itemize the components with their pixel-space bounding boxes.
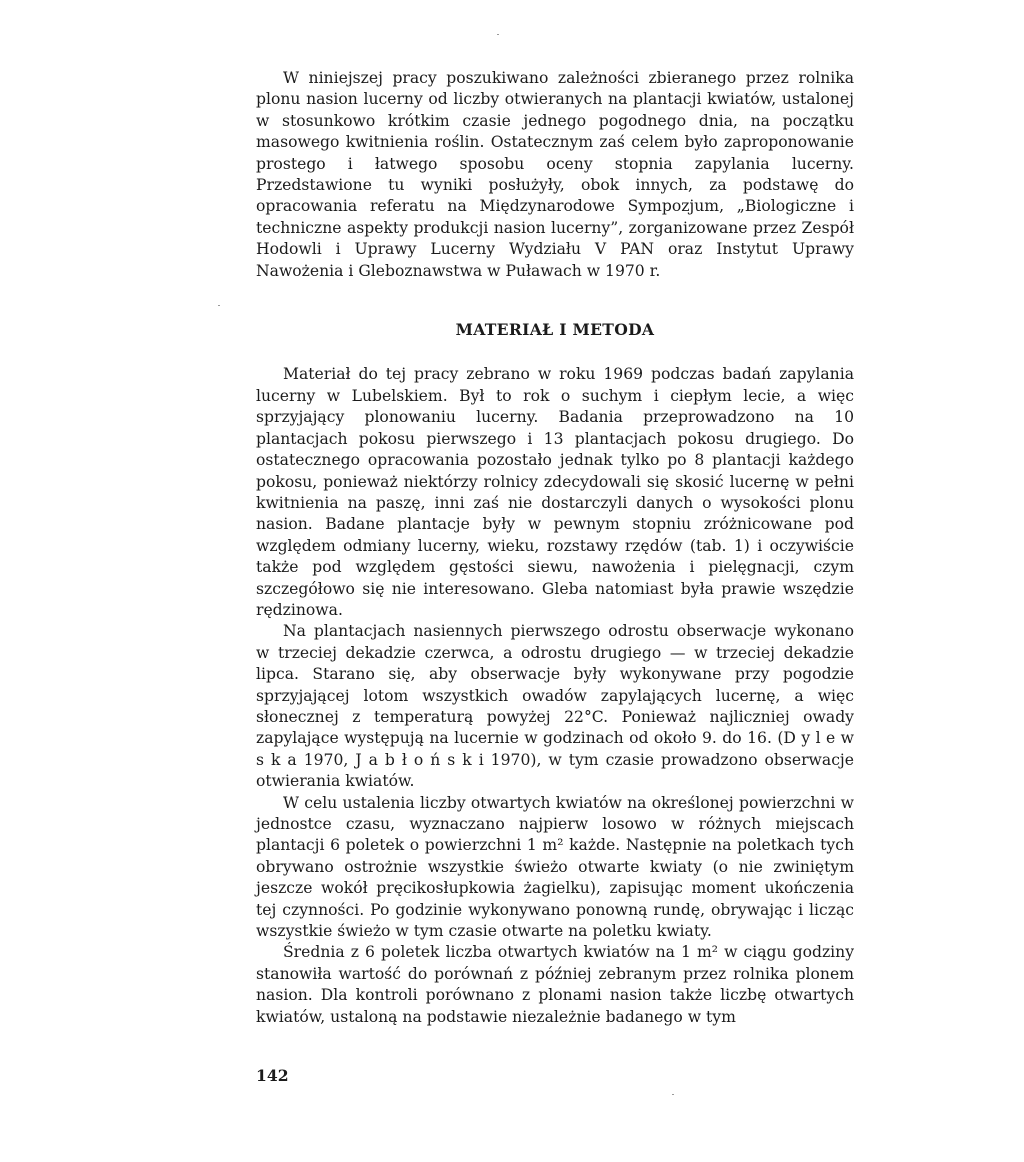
page-number: 142 [256,1066,289,1085]
intro-paragraph: W niniejszej pracy poszukiwano zależności zbieranego przez rolnika plonu nasion lucerny od liczby otwieranych na plantacji kwiatów, ustalonej w stosunkowo krótkim czasie jednego pogodnego dnia, na początku masowego kwitnienia roślin. Ostatecznym zaś celem było zaproponowanie prostego i łatwego sposobu oceny stopnia zapylania lucerny. Przedstawione tu wyniki posłużyły, obok innych, za podstawę do opracowania referatu na Międzynarodowe Sympozjum, „Biologiczne i techniczne aspekty produkcji nasion lucerny”, zorganizowane przez Zespół Hodowli i Uprawy Lucerny Wydziału V PAN oraz Instytut Uprawy Nawożenia i Gleboznawstwa w Puławach w 1970 r. [256,69,854,280]
page-body [256,68,854,1028]
body-paragraph-2: Na plantacjach nasiennych pierwszego odrostu obserwacje wykonano w trzeciej dekadzie czerwca, a odrostu drugiego — w trzeciej dekadzie lipca. Starano się, aby obserwacje były wykonywane przy pogodzie sprzyjającej lotom wszystkich owadów zapylających lucernę, a więc słonecznej z temperaturą powyżej 22°C. Ponieważ najliczniej owady zapylające występują na lucernie w godzinach od około 9. do 16. (D y l e w s k a 1970, J a b ł o ń s k i 1970), w tym czasie prowadzono obserwacje otwierania kwiatów. [256,622,854,791]
section-heading: MATERIAŁ I METODA [455,320,655,340]
scan-speck [672,1094,674,1095]
scan-speck [218,305,220,306]
body-paragraph-1: Materiał do tej pracy zebrano w roku 1969 podczas badań zapylania lucerny w Lubelskiem. Był to rok o suchym i ciepłym lecie, a więc sprzyjający plonowaniu lucerny. Badania przeprowadzono na 10 plantacjach pokosu pierwszego i 13 plantacjach pokosu drugiego. Do ostatecznego opracowania pozostało jednak tylko po 8 plantacji każdego pokosu, ponieważ niektórzy rolnicy zdecydowali się skosić lucernę w pełni kwitnienia na paszę, inni zaś nie dostarczyli danych o wysokości plonu nasion. Badane plantacje były w pewnym stopniu zróżnicowane pod względem odmiany lucerny, wieku, rozstawy rzędów (tab. 1) i oczywiście także pod względem gęstości siewu, nawożenia i pielęgnacji, czym szczegółowo się nie interesowano. Gleba natomiast była prawie wszędzie rędzinowa. [256,365,854,619]
body-paragraph-4: Średnia z 6 poletek liczba otwartych kwiatów na 1 m² w ciągu godziny stanowiła wartość do porównań z później zebranym przez rolnika plonem nasion. Dla kontroli porównano z plonami nasion także liczbę otwartych kwiatów, ustaloną na podstawie niezależnie badanego w tym [256,943,854,1026]
scan-speck [497,34,499,35]
body-paragraph-3: W celu ustalenia liczby otwartych kwiatów na określonej powierzchni w jednostce czasu, wyznaczano najpierw losowo w różnych miejscach plantacji 6 poletek o powierzchni 1 m² każde. Następnie na poletkach tych obrywano ostrożnie wszystkie świeżo otwarte kwiaty (o nie zwiniętym jeszcze wokół pręcikosłupkowia żagielku), zapisując moment ukończenia tej czynności. Po godzinie wykonywano ponowną rundę, obrywając i licząc wszystkie świeżo w tym czasie otwarte na poletku kwiaty. [256,793,854,941]
